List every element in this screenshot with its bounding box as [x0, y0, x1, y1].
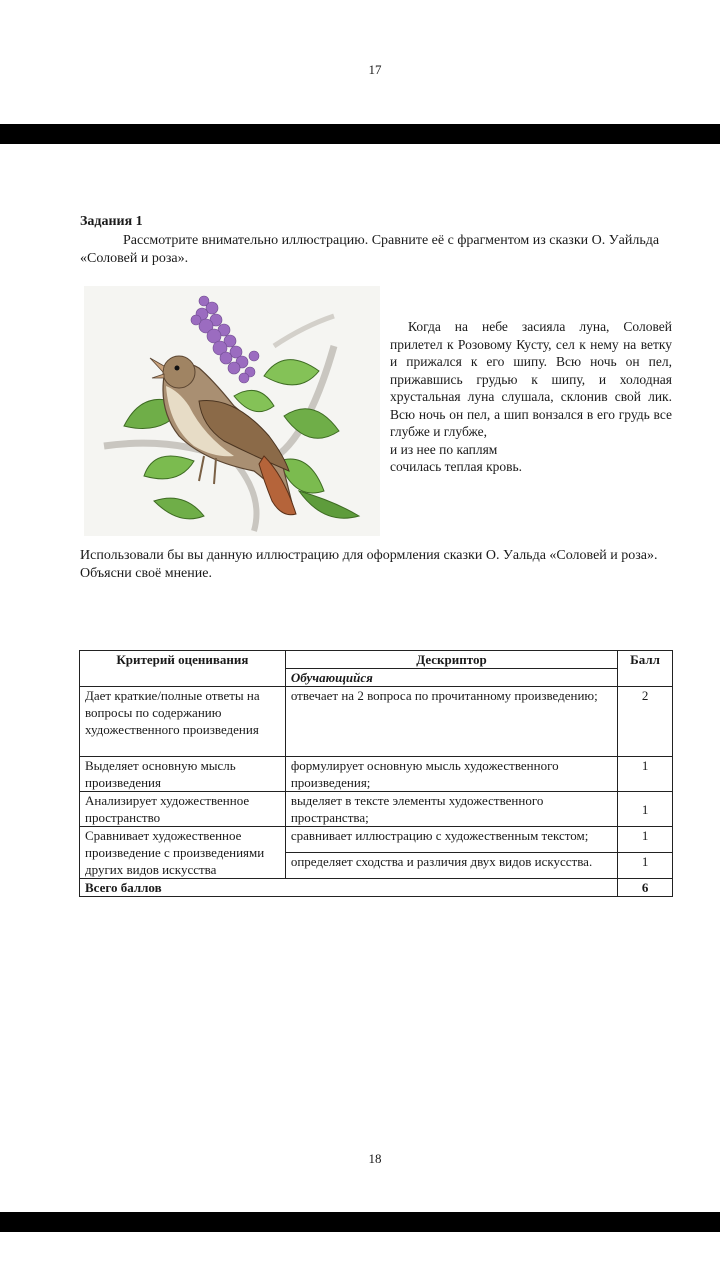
assessment-rubric-table [79, 650, 673, 897]
table-header-row [80, 651, 673, 669]
descriptor-cell: определяет сходства и различия двух видов искусства. [285, 853, 617, 879]
header-score: Балл [618, 651, 673, 687]
fairy-tale-excerpt [390, 318, 672, 476]
task-heading: Задания 1 [80, 214, 143, 229]
nightingale-on-lilac-icon [84, 286, 380, 536]
nightingale-illustration [84, 286, 380, 536]
table-row [80, 687, 673, 757]
criterion-cell: Сравнивает художественное произведение с произведениями других видов искусства [80, 827, 286, 879]
excerpt-line-3: сочилась теплая кровь. [390, 459, 523, 474]
page-number-top: 17 [368, 62, 382, 77]
descriptor-cell: формулирует основную мысль художественного произведения; [285, 757, 617, 792]
score-cell: 1 [618, 827, 673, 853]
criterion-cell: Выделяет основную мысль произведения [80, 757, 286, 792]
excerpt-line-2: и из нее по каплям [390, 441, 498, 457]
page-divider-bar [0, 1212, 720, 1232]
subheader-student: Обучающийся [285, 669, 617, 687]
descriptor-cell: выделяет в тексте элементы художественного пространства; [285, 792, 617, 827]
task-intro: Рассмотрите внимательно иллюстрацию. Сравните её с фрагментом из сказки О. Уайльда «Соловей и роза». [80, 233, 660, 266]
header-descriptor: Дескриптор [285, 651, 617, 669]
total-label: Всего баллов [80, 879, 618, 897]
total-value: 6 [618, 879, 673, 897]
task-question: Использовали бы вы данную иллюстрацию для оформления сказки О. Уальда «Соловей и роза». Объясни своё мнение. [80, 548, 658, 581]
header-criterion: Критерий оценивания [80, 651, 286, 687]
descriptor-cell: сравнивает иллюстрацию с художественным текстом; [285, 827, 617, 853]
table-total-row [80, 879, 673, 897]
table-row [80, 757, 673, 792]
criterion-cell: Дает краткие/полные ответы на вопросы по содержанию художественного произведения [80, 687, 286, 757]
table-row [80, 827, 673, 853]
page-divider-bar [0, 124, 720, 144]
score-cell: 1 [618, 853, 673, 879]
descriptor-cell: отвечает на 2 вопроса по прочитанному произведению; [285, 687, 617, 757]
excerpt-main: Когда на небе засияла луна, Соловей прилетел к Розовому Кусту, сел к нему на ветку и прижался к его шипу. Всю ночь он пел, прижавшись грудью к шипу, и холодная хрустальная луна слушала, склонив свой лик. Всю ночь он пел, а шип вонзался в его грудь все глубже и глубже, [390, 319, 672, 439]
score-cell: 1 [618, 757, 673, 792]
criterion-cell: Анализирует художественное пространство [80, 792, 286, 827]
page-number-bottom: 18 [368, 1151, 382, 1166]
score-cell: 1 [618, 792, 673, 827]
score-cell: 2 [618, 687, 673, 757]
table-row [80, 792, 673, 827]
